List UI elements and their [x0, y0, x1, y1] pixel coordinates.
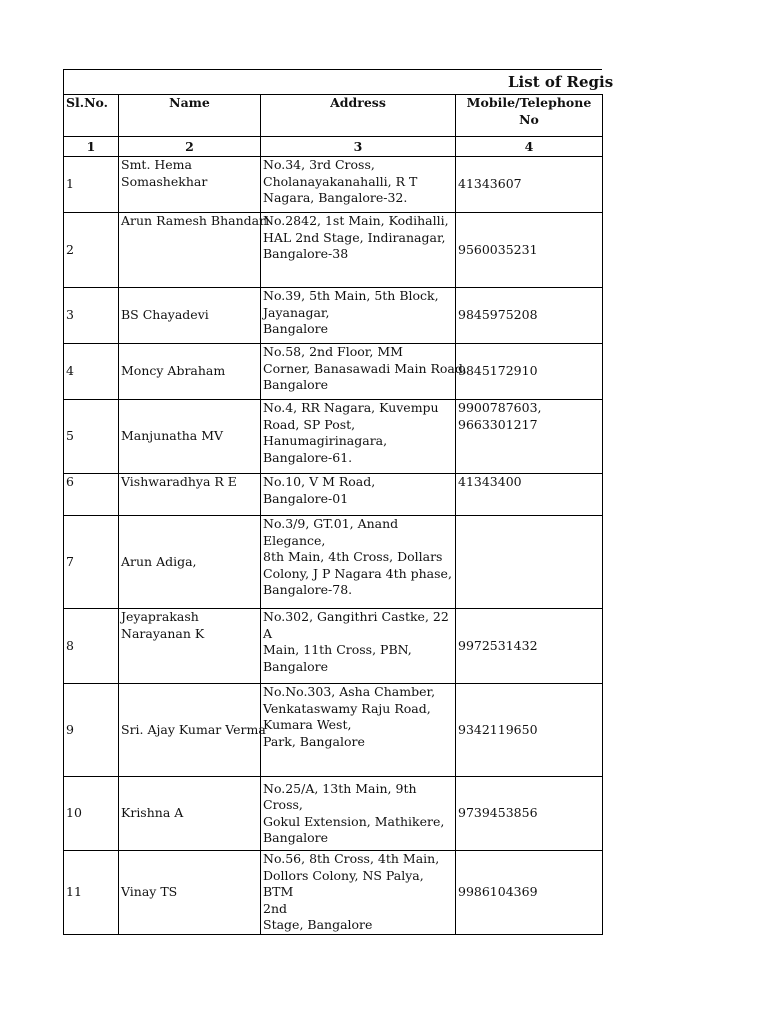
cell-phone — [456, 157, 603, 213]
table-row — [64, 474, 603, 516]
cell-name — [119, 400, 261, 474]
cell-address — [261, 777, 456, 851]
title-row — [63, 69, 614, 94]
address-text: No.56, 8th Cross, 4th Main, Dollors Colony, NS Palya, BTM 2nd Stage, Bangalore — [263, 851, 440, 932]
table-row — [64, 344, 603, 400]
column-number: 1 — [64, 137, 119, 157]
cell-slno: 9 — [64, 684, 119, 777]
table-row — [64, 777, 603, 851]
cell-name — [119, 609, 261, 684]
cell-address — [261, 288, 456, 344]
cell-phone — [456, 609, 603, 684]
header-phone: Mobile/Telephone No — [456, 95, 603, 137]
cell-phone — [456, 851, 603, 935]
phone-text: 9986104369 — [458, 884, 538, 899]
phone-text: 9845975208 — [458, 307, 538, 323]
cell-slno: 4 — [64, 344, 119, 400]
cell-phone — [456, 516, 603, 609]
header-address: Address — [261, 95, 456, 137]
phone-text: 41343607 — [458, 176, 522, 192]
cell-address — [261, 684, 456, 777]
name-text: Vinay TS — [121, 884, 178, 899]
address-text: No.10, V M Road, Bangalore-01 — [263, 474, 376, 506]
table-row — [64, 288, 603, 344]
column-number-row — [64, 137, 603, 157]
cell-name — [119, 516, 261, 609]
cell-address — [261, 157, 456, 213]
cell-address — [261, 400, 456, 474]
header-row — [64, 95, 603, 137]
cell-name — [119, 474, 261, 516]
name-text: Vishwaradhya R E — [121, 474, 237, 489]
name-text: Jeyaprakash Narayanan K — [121, 609, 205, 641]
column-number: 2 — [119, 137, 261, 157]
cell-name — [119, 344, 261, 400]
column-number: 3 — [261, 137, 456, 157]
phone-text: 9342119650 — [458, 721, 538, 737]
cell-name — [119, 213, 270, 288]
address-text: No.No.303, Asha Chamber, Venkataswamy Raju Road, Kumara West, Park, Bangalore — [263, 684, 436, 749]
registration-table — [63, 94, 603, 935]
name-text: Sri. Ajay Kumar Verma — [121, 721, 266, 737]
name-text: Arun Ramesh Bhandari — [121, 213, 270, 228]
address-text: No.4, RR Nagara, Kuvempu Road, SP Post, Hanumagirinagara, Bangalore-61. — [263, 400, 439, 465]
phone-text: 9972531432 — [458, 637, 538, 653]
spreadsheet-sheet — [63, 69, 614, 932]
name-text: BS Chayadevi — [121, 307, 209, 323]
cell-phone — [456, 474, 603, 516]
phone-text: 9900787603, 9663301217 — [458, 400, 542, 432]
cell-name — [119, 288, 261, 344]
cell-slno: 10 — [64, 777, 119, 851]
cell-phone — [456, 684, 603, 777]
table-row — [64, 609, 603, 684]
cell-phone — [456, 288, 603, 344]
column-number: 4 — [456, 137, 603, 157]
address-text: No.25/A, 13th Main, 9th Cross, Gokul Extension, Mathikere, Bangalore — [263, 780, 445, 845]
cell-address — [261, 213, 456, 288]
cell-address — [261, 474, 456, 516]
cell-slno: 5 — [64, 400, 119, 474]
cell-name — [119, 684, 266, 777]
cell-phone — [456, 213, 603, 288]
address-text: No.2842, 1st Main, Kodihalli, HAL 2nd Stage, Indiranagar, Bangalore-38 — [263, 213, 449, 261]
sheet-title: List of Regis — [508, 73, 614, 91]
table-row — [64, 684, 603, 777]
table-row — [64, 157, 603, 213]
cell-slno: 11 — [64, 851, 119, 935]
name-text: Moncy Abraham — [121, 363, 226, 379]
phone-text: 9560035231 — [458, 241, 538, 257]
cell-phone — [456, 344, 603, 400]
name-text: Smt. Hema Somashekhar — [121, 157, 208, 189]
cell-slno: 6 — [64, 474, 119, 516]
cell-slno: 8 — [64, 609, 119, 684]
phone-text: 9739453856 — [458, 805, 538, 821]
table-row — [64, 516, 603, 609]
name-text: Arun Adiga, — [121, 553, 197, 569]
table-row — [64, 400, 603, 474]
cell-slno: 2 — [64, 213, 119, 288]
cell-address — [261, 344, 467, 400]
cell-name — [119, 157, 261, 213]
cell-slno: 7 — [64, 516, 119, 609]
address-text: No.58, 2nd Floor, MM Corner, Banasawadi Main Road, Bangalore — [263, 344, 467, 392]
address-text: No.3/9, GT.01, Anand Elegance, 8th Main, 4th Cross, Dollars Colony, J P Nagara 4th phase, Bangalore-78. — [263, 516, 452, 597]
cell-slno: 1 — [64, 157, 119, 213]
table-row — [64, 213, 603, 288]
name-text: Manjunatha MV — [121, 428, 224, 444]
cell-address — [261, 516, 456, 609]
cell-slno: 3 — [64, 288, 119, 344]
name-text: Krishna A — [121, 805, 184, 821]
address-text: No.34, 3rd Cross, Cholanayakanahalli, R T Nagara, Bangalore-32. — [263, 157, 418, 205]
header-name: Name — [119, 95, 261, 137]
cell-phone — [456, 400, 603, 474]
cell-phone — [456, 777, 603, 851]
table-row — [64, 851, 603, 935]
cell-address — [261, 851, 456, 935]
address-text: No.302, Gangithri Castke, 22 A Main, 11th Cross, PBN, Bangalore — [263, 609, 449, 674]
header-slno: Sl.No. — [64, 95, 119, 137]
address-text: No.39, 5th Main, 5th Block, Jayanagar, Bangalore — [263, 288, 439, 336]
cell-name — [119, 777, 261, 851]
phone-text: 41343400 — [458, 474, 522, 489]
cell-name — [119, 851, 261, 935]
phone-text: 9845172910 — [458, 363, 538, 379]
cell-address — [261, 609, 456, 684]
